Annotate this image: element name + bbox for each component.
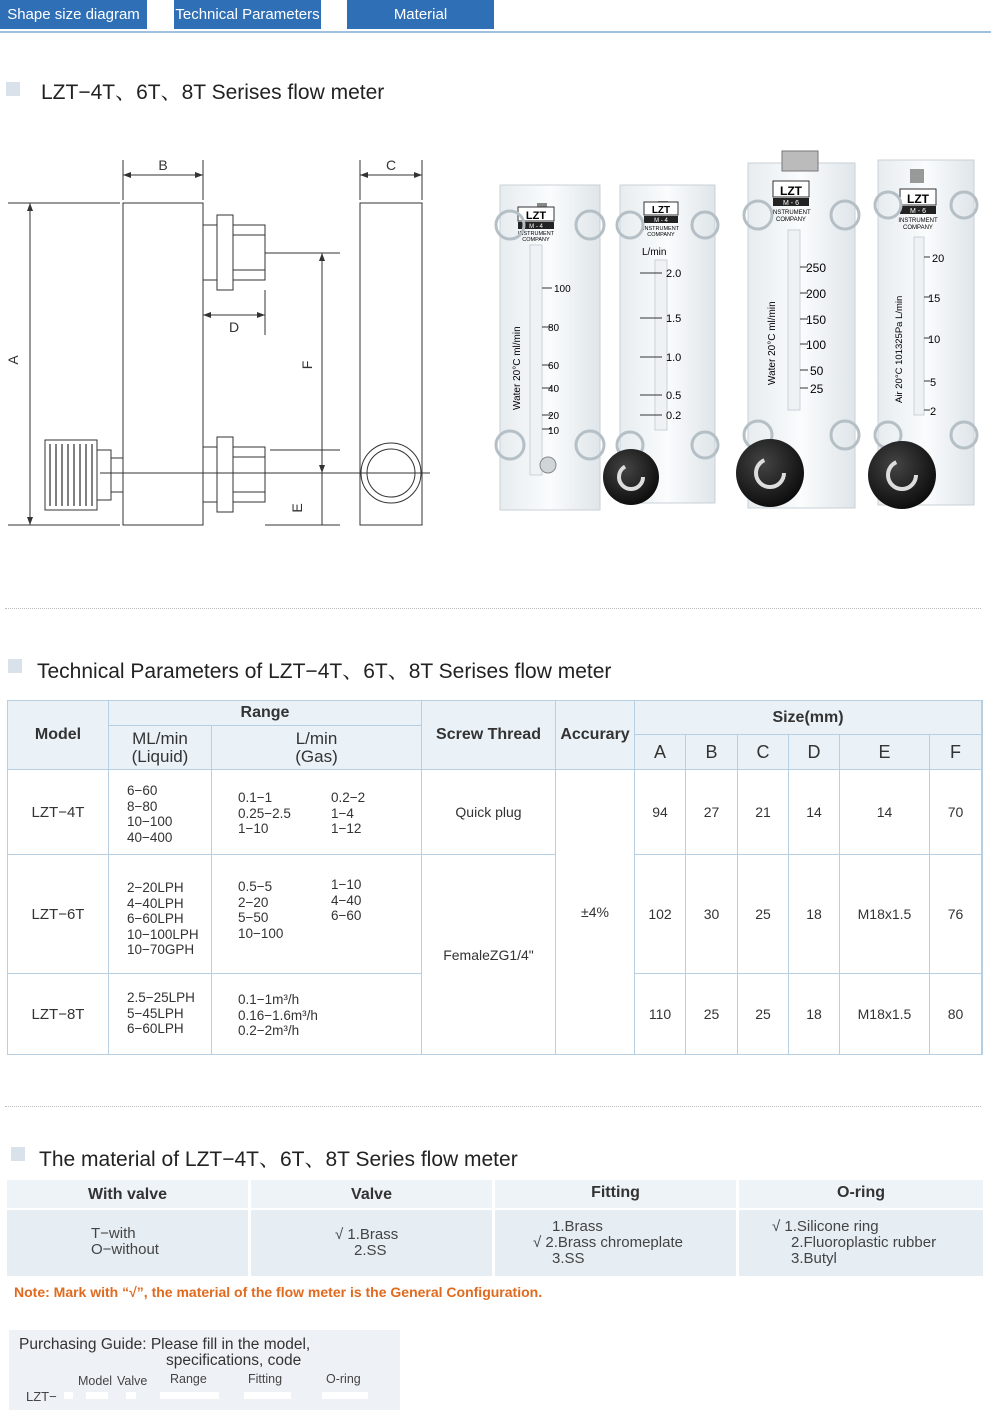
svg-text:50: 50 (810, 364, 824, 378)
tab-shape-size-diagram[interactable]: Shape size diagram (0, 0, 147, 29)
guide-blank-model[interactable] (64, 1392, 73, 1399)
size-cell: 76 (930, 855, 982, 974)
size-cell: M18x1.5 (840, 974, 930, 1054)
label-b: B (158, 157, 168, 173)
svg-text:10: 10 (548, 426, 560, 437)
row1-thread: Quick plug (422, 770, 556, 855)
header-size: Size(mm) (635, 701, 982, 735)
header-size-c: C (738, 735, 789, 770)
tab-bar (0, 0, 999, 34)
header-liquid: ML/min (Liquid) (109, 726, 212, 770)
guide-blank-code[interactable] (126, 1392, 136, 1399)
svg-text:1.0: 1.0 (666, 352, 682, 364)
svg-text:60: 60 (548, 361, 560, 372)
tab-material[interactable]: Material (347, 0, 494, 29)
header-gas: L/min (Gas) (212, 726, 422, 770)
guide-label-range: Range (170, 1372, 207, 1386)
svg-text:0.2: 0.2 (666, 410, 682, 422)
size-cell: 18 (789, 855, 840, 974)
row3-model: LZT−8T (8, 974, 109, 1054)
svg-text:10: 10 (928, 334, 941, 346)
material-valve-values: √ 1.Brass 2.SS (251, 1210, 492, 1276)
knob-icon-3 (736, 439, 804, 507)
size-cell: 102 (635, 855, 686, 974)
svg-text:150: 150 (806, 313, 827, 327)
svg-text:25: 25 (810, 382, 824, 396)
meter-photo-4 (868, 160, 977, 509)
tech-section-title: Technical Parameters of LZT−4T、6T、8T Serises flow meter (37, 660, 612, 683)
meter-body-outline (123, 203, 203, 525)
svg-text:15: 15 (928, 293, 941, 305)
guide-blank-range[interactable] (160, 1392, 219, 1399)
knob-icon-4 (868, 441, 936, 509)
svg-text:20: 20 (932, 253, 945, 265)
section-marker (6, 82, 20, 96)
svg-text:M - 4: M - 4 (654, 218, 668, 224)
svg-text:COMPANY: COMPANY (647, 232, 675, 238)
guide-blank-valve[interactable] (86, 1392, 108, 1399)
svg-text:20: 20 (548, 411, 560, 422)
svg-text:200: 200 (806, 287, 827, 301)
material-header-valve: Valve (251, 1180, 492, 1208)
material-oring-values: √ 1.Silicone ring 2.Fluoroplastic rubber 3.Butyl (739, 1210, 983, 1276)
material-header-oring: O-ring (739, 1180, 983, 1208)
section-marker (8, 659, 22, 673)
size-cell: 110 (635, 974, 686, 1054)
row1-gas: 0.1−1 0.25−2.5 1−10 0.2−2 1−4 1−12 (212, 770, 422, 855)
svg-text:80: 80 (548, 323, 560, 334)
label-a: A (5, 355, 21, 365)
svg-text:2: 2 (930, 406, 937, 418)
size-cell: 30 (686, 855, 738, 974)
svg-text:1.5: 1.5 (666, 313, 682, 325)
svg-text:COMPANY: COMPANY (903, 225, 933, 231)
material-section-title: The material of LZT−4T、6T、8T Series flow meter (39, 1148, 518, 1171)
guide-label-oring: O-ring (326, 1372, 361, 1386)
dimension-diagram (0, 150, 440, 540)
header-size-a: A (635, 735, 686, 770)
svg-text:100: 100 (806, 338, 827, 352)
row1-liquid: 6−60 8−80 10−100 40−400 (109, 770, 212, 855)
svg-text:LZT: LZT (651, 205, 671, 216)
meter-photo-1 (496, 185, 604, 510)
tab-technical-parameters[interactable]: Technical Parameters (174, 0, 321, 29)
svg-text:COMPANY: COMPANY (776, 217, 806, 223)
size-cell: 27 (686, 770, 738, 855)
guide-prefix: LZT− (26, 1389, 57, 1404)
size-cell: 25 (738, 974, 789, 1054)
header-screw-thread: Screw Thread (422, 701, 556, 770)
size-cell: 21 (738, 770, 789, 855)
shape-section-title: LZT−4T、6T、8T Serises flow meter (41, 81, 385, 104)
size-cell: 14 (789, 770, 840, 855)
svg-text:M - 6: M - 6 (910, 208, 926, 215)
guide-label-fitting: Fitting (248, 1372, 283, 1386)
svg-text:Air 20°C 101325Pa L/min: Air 20°C 101325Pa L/min (894, 295, 905, 403)
header-range: Range (109, 701, 422, 726)
header-model: Model (8, 701, 109, 770)
svg-text:L/min: L/min (642, 247, 667, 258)
svg-text:0.5: 0.5 (666, 390, 682, 402)
svg-text:Water 20°C ml/min: Water 20°C ml/min (512, 326, 523, 410)
guide-blank-fitting[interactable] (244, 1392, 291, 1399)
parameters-table (7, 700, 983, 1055)
guide-line1: Purchasing Guide: Please fill in the model, (19, 1336, 311, 1353)
material-fitting-values: 1.Brass √ 2.Brass chromeplate 3.SS (495, 1210, 736, 1276)
size-cell: 70 (930, 770, 982, 855)
size-cell: 18 (789, 974, 840, 1054)
svg-text:LZT: LZT (907, 192, 929, 206)
meter-photo-3 (736, 151, 859, 508)
material-header-fitting: Fitting (495, 1180, 736, 1208)
header-accuracy: Accurary (556, 701, 635, 770)
svg-text:INSTRUMENT: INSTRUMENT (898, 218, 938, 224)
svg-text:M - 4: M - 4 (529, 224, 543, 230)
guide-label-valve: Valve (117, 1374, 148, 1388)
row2-model: LZT−6T (8, 855, 109, 974)
size-cell: M18x1.5 (840, 855, 930, 974)
label-d: D (228, 319, 240, 335)
size-cell: 25 (738, 855, 789, 974)
meter-photo-2 (603, 185, 718, 505)
label-c: C (385, 157, 397, 173)
header-size-f: F (930, 735, 982, 770)
header-size-e: E (840, 735, 930, 770)
size-cell: 14 (840, 770, 930, 855)
guide-label-model: Model (78, 1374, 113, 1388)
svg-text:40: 40 (548, 384, 560, 395)
guide-line2: specifications, code (166, 1352, 302, 1369)
knob-icon-2 (603, 449, 659, 505)
svg-text:INSTRUMENT: INSTRUMENT (642, 226, 680, 232)
material-header-with-valve: With valve (7, 1180, 248, 1208)
size-cell: 25 (686, 974, 738, 1054)
flow-meter-photos (490, 145, 990, 525)
row1-model: LZT−4T (8, 770, 109, 855)
tab-underline (0, 31, 991, 33)
svg-text:INSTRUMENT: INSTRUMENT (771, 210, 811, 216)
note-text: Note: Mark with “√”, the material of the flow meter is the General Configuration. (14, 1284, 543, 1300)
svg-text:LZT: LZT (525, 210, 547, 222)
svg-text:5: 5 (930, 377, 937, 389)
label-e: E (289, 503, 305, 513)
divider (5, 1106, 981, 1107)
row2-liquid: 2−20LPH 4−40LPH 6−60LPH 10−100LPH 10−70GPH (109, 855, 212, 974)
row23-thread: FemaleZG1/4" (422, 855, 556, 1054)
size-cell: 80 (930, 974, 982, 1054)
label-f: F (299, 360, 315, 370)
guide-blank-oring[interactable] (322, 1392, 368, 1399)
row2-gas: 0.5−5 2−20 5−50 10−100 1−10 4−40 6−60 (212, 855, 422, 974)
svg-text:100: 100 (554, 284, 571, 295)
svg-text:M - 6: M - 6 (783, 200, 799, 207)
svg-text:INSTRUMENT: INSTRUMENT (517, 231, 555, 237)
svg-text:2.0: 2.0 (666, 268, 682, 280)
row3-liquid: 2.5−25LPH 5−45LPH 6−60LPH (109, 974, 212, 1054)
size-cell: 94 (635, 770, 686, 855)
svg-text:Water 20°C ml/min: Water 20°C ml/min (767, 301, 778, 385)
svg-text:COMPANY: COMPANY (522, 237, 550, 243)
svg-text:LZT: LZT (780, 184, 802, 198)
header-size-d: D (789, 735, 840, 770)
divider (5, 608, 981, 609)
side-view-outline (360, 203, 422, 525)
svg-text:250: 250 (806, 261, 827, 275)
row3-gas: 0.1−1m³/h 0.16−1.6m³/h 0.2−2m³/h (212, 974, 422, 1054)
header-size-b: B (686, 735, 738, 770)
section-marker (11, 1147, 25, 1161)
material-with-valve-values: T−with O−without (7, 1210, 248, 1276)
accuracy-value: ±4% (556, 770, 635, 1054)
material-table (7, 1180, 983, 1276)
